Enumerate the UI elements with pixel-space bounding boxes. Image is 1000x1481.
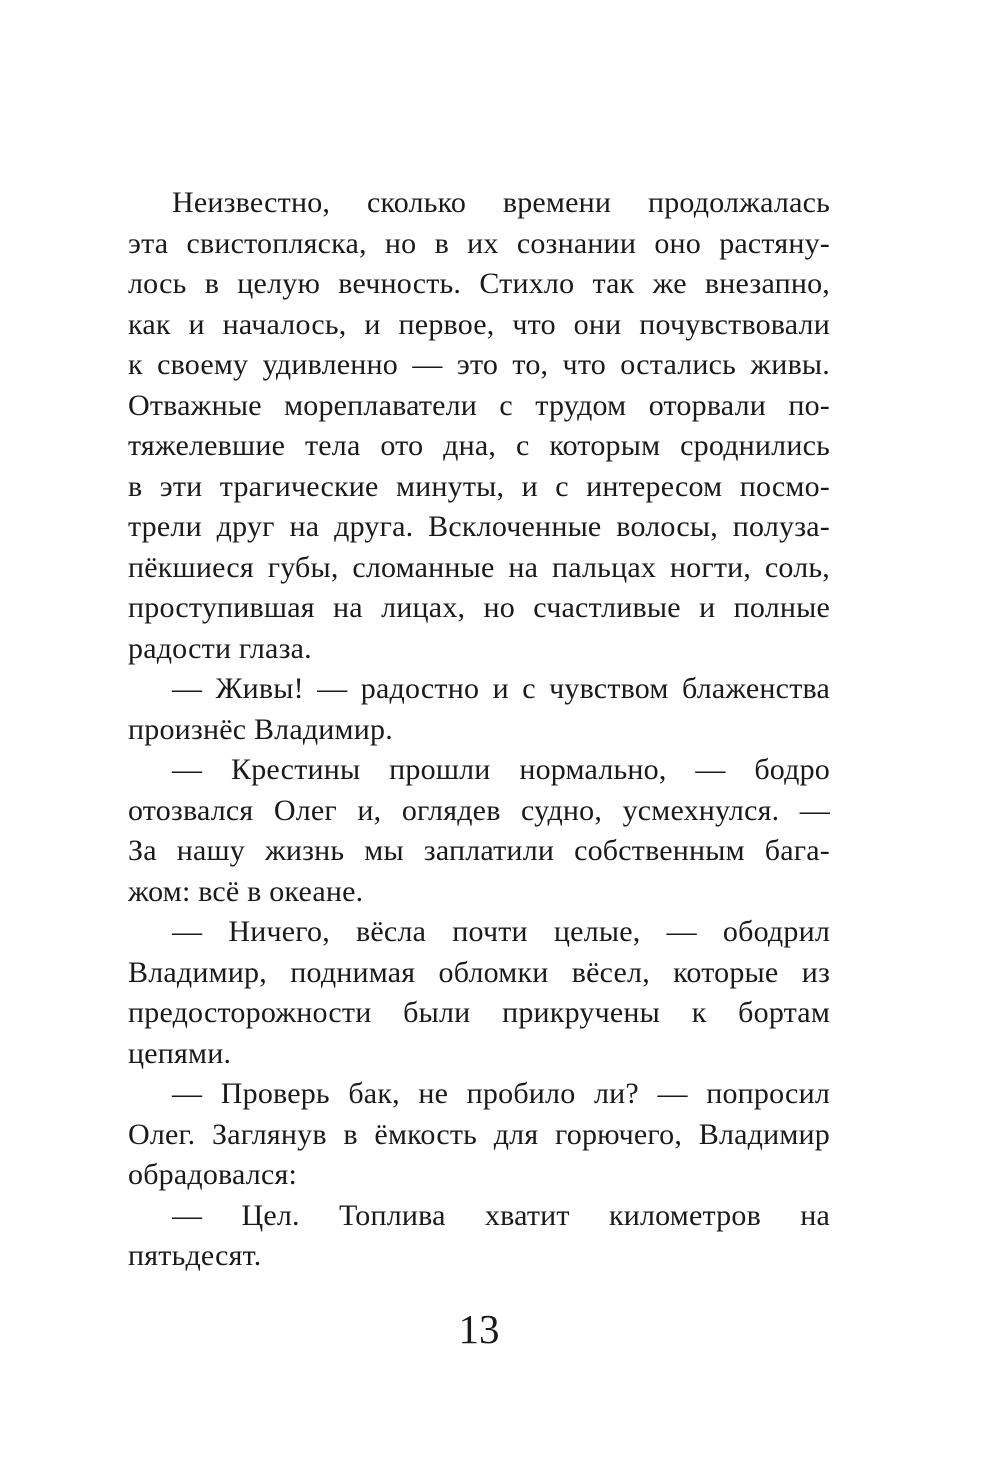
text-line: лось в целую вечность. Стихло так же внезапно, (128, 267, 830, 300)
text-line: Владимир, поднимая обломки вёсел, которые из (128, 955, 830, 989)
text-line: — Проверь бак, не пробило ли? — попросил (172, 1077, 830, 1110)
text-line: произнёс Владимир. (128, 712, 393, 746)
text-line: радости глаза. (128, 631, 312, 665)
text-line: цепями. (128, 1036, 232, 1070)
paragraph (128, 750, 830, 912)
text-line: пёкшиеся губы, сломанные на пальцах ногти, соль, (128, 550, 830, 584)
text-line: — Ничего, вёсла почти целые, — ободрил (172, 915, 830, 948)
text-line: Неизвестно, сколько времени продолжалась (172, 186, 830, 219)
text-line: — Живы! — радостно и с чувством блаженства (172, 672, 830, 705)
text-line: предосторожности были прикручены к бортам (128, 996, 830, 1029)
text-line: проступившая на лицах, но счастливые и полные (128, 591, 830, 624)
text-line: обрадовался: (128, 1158, 298, 1191)
text-line: — Цел. Топлива хватит километров на (172, 1198, 830, 1232)
paragraph (128, 669, 830, 750)
text-line: — Крестины прошли нормально, — бодро (172, 753, 830, 786)
text-line: эта свистопляска, но в их сознании оно растяну- (128, 226, 830, 260)
text-line: тяжелевшие тела ото дна, с которым сроднились (128, 429, 830, 462)
text-line: За нашу жизнь мы заплатили собственным бага- (128, 834, 830, 867)
paragraph (128, 1196, 830, 1277)
page-number: 13 (458, 1306, 500, 1352)
text-line: пятьдесят. (128, 1239, 262, 1272)
text-line: Олег. Заглянув в ёмкость для горючего, Владимир (128, 1117, 830, 1151)
text-line: Отважные мореплаватели с трудом оторвали по- (128, 388, 830, 422)
paragraph (128, 183, 830, 669)
paragraph (128, 1074, 830, 1196)
text-line: отозвался Олег и, оглядев судно, усмехнулся. — (128, 793, 830, 827)
page-text-block (128, 183, 830, 1277)
text-line: трели друг на друга. Всклоченные волосы, полуза- (128, 510, 830, 543)
text-line: как и началось, и первое, что они почувствовали (128, 307, 830, 341)
text-line: жом: всё в океане. (128, 874, 364, 908)
paragraph (128, 912, 830, 1074)
text-line: в эти трагические минуты, и с интересом посмо- (128, 469, 830, 503)
text-line: к своему удивленно — это то, что остались живы. (128, 348, 830, 381)
